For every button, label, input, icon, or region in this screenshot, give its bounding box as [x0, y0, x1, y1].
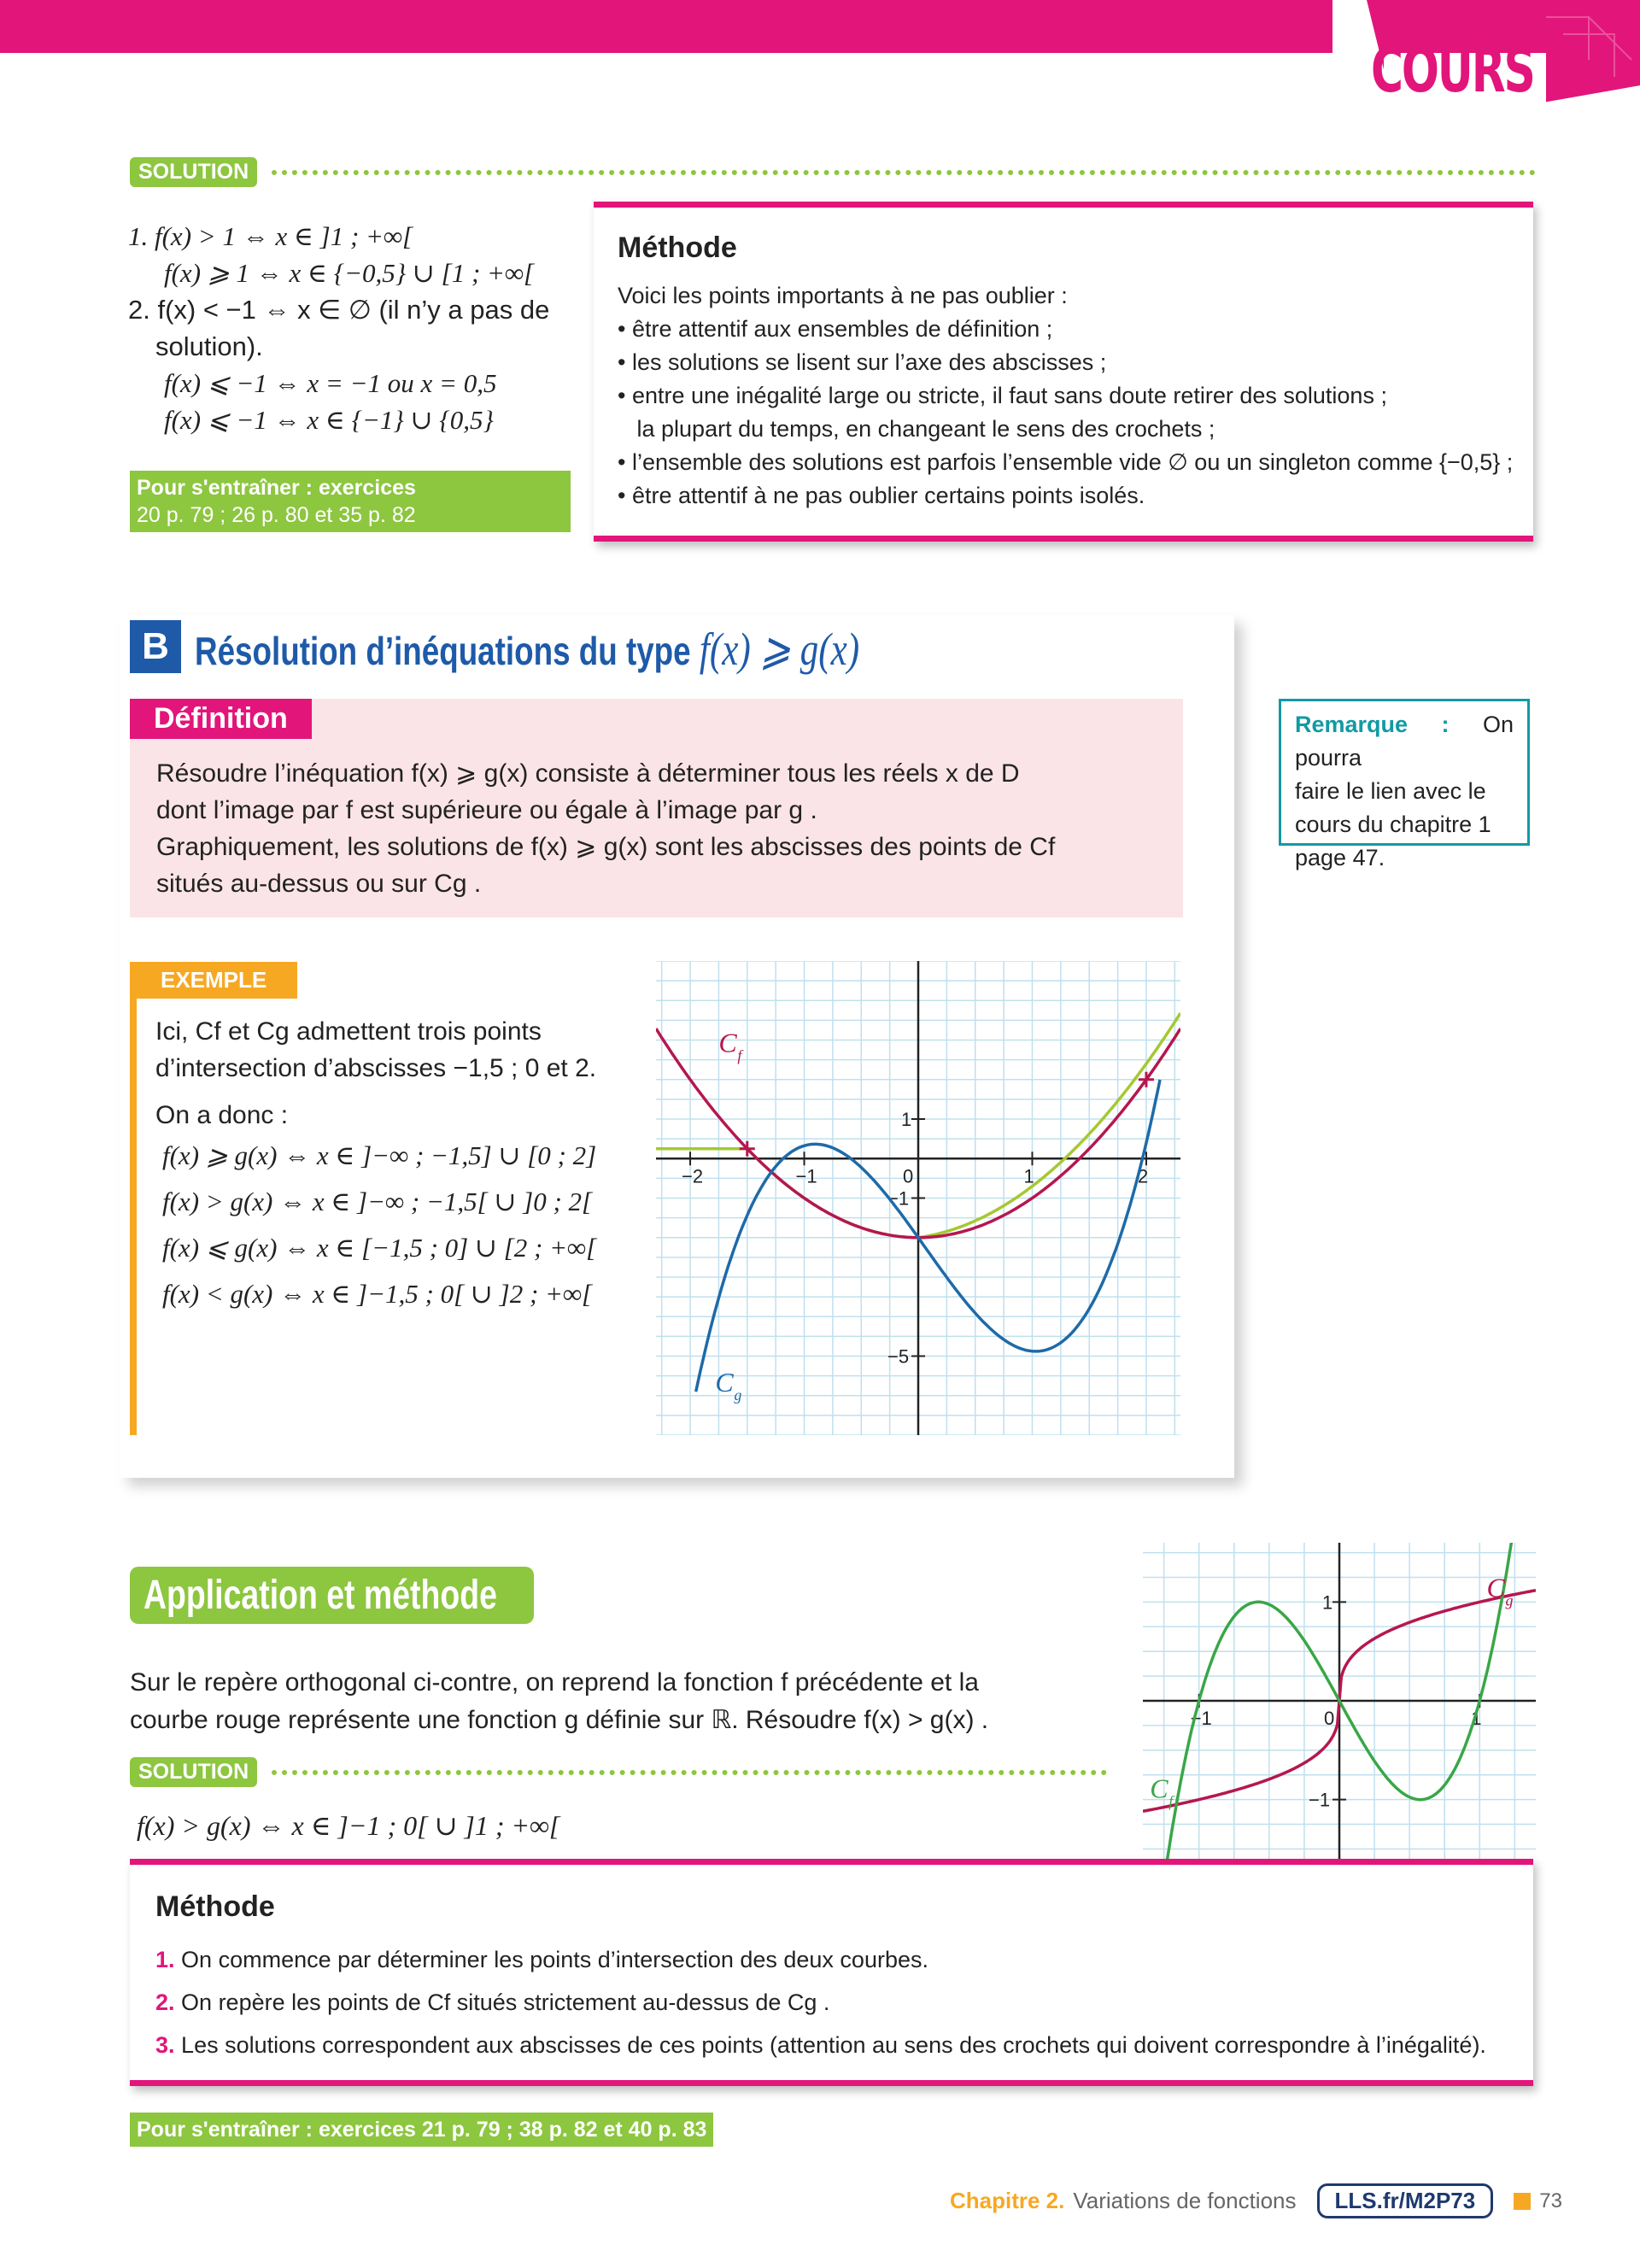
example-math-line: f(x) < g(x) ⇔ x ∈ ]−1,5 ; 0[ ∪ ]2 ; +∞[: [162, 1279, 593, 1309]
y-tick-label: −1: [1309, 1789, 1331, 1811]
method-step-text: On commence par déterminer les points d’intersection des deux courbes.: [181, 1947, 928, 1972]
y-tick-label: 1: [901, 1109, 912, 1130]
method-line: • entre une inégalité large ou stricte, il faut sans doute retirer des solutions ;: [618, 383, 1387, 408]
x-tick-label: −1: [1190, 1708, 1212, 1729]
footer: [950, 2183, 1562, 2218]
x-tick-label: 2: [1137, 1165, 1149, 1187]
x-tick-label: 1: [1023, 1165, 1034, 1187]
x-tick-label: 0: [1324, 1708, 1335, 1729]
method-box-bottom: [130, 1859, 1533, 2086]
remark-box: [1279, 699, 1530, 870]
example-line: Ici, Cf et Cg admettent trois points: [155, 1017, 542, 1046]
y-tick-label: −5: [887, 1345, 910, 1368]
section-b-title: [195, 622, 859, 676]
practice-line-2: 20 p. 79 ; 26 p. 80 et 35 p. 82: [137, 503, 416, 527]
remark-line: faire le lien avec le: [1295, 778, 1486, 804]
definition-line: dont l’image par f est supérieure ou égale à l’image par g .: [156, 796, 817, 824]
remark-line: cours du chapitre 1: [1295, 812, 1491, 837]
remark-line: On pourra: [1295, 712, 1514, 771]
footer-chapter-label: Chapitre 2.: [950, 2188, 1065, 2213]
curve-label: C: [1150, 1773, 1168, 1804]
solution-dotted-rule: [272, 170, 1536, 175]
method-step-number: 2.: [155, 1990, 175, 2015]
curve-label-subscript: g: [734, 1386, 742, 1404]
method-step-number: 1.: [155, 1947, 175, 1972]
method-step-text: Les solutions correspondent aux abscisses de ces points (attention au sens des crochets qui doivent correspondre à l’inégalité).: [181, 2032, 1486, 2058]
section-b-title-text: Résolution d’inéquations du type: [195, 629, 691, 673]
practice-line-1: Pour s'entraîner : exercices: [137, 476, 416, 500]
solution-line-4: solution).: [155, 331, 263, 361]
example-math-line: f(x) ⩽ g(x) ⇔ x ∈ [−1,5 ; 0] ∪ [2 ; +∞[: [162, 1233, 597, 1263]
method-step: [155, 2024, 1522, 2066]
remark-line: page 47.: [1295, 845, 1385, 870]
solution-line-3: 2. f(x) < −1 ⇔ x ∈ ∅ (il n’y a pas de: [128, 295, 550, 325]
footer-link[interactable]: LLS.fr/M2P73: [1317, 2183, 1494, 2218]
practice-box-top: [130, 471, 571, 532]
example-line: d’intersection d’abscisses −1,5 ; 0 et 2.: [155, 1054, 597, 1082]
method-step: [155, 1938, 1522, 1981]
application-tag: [130, 1567, 534, 1624]
curve-label: C: [1486, 1572, 1505, 1603]
y-tick-label: −1: [887, 1187, 910, 1210]
method-box-top: [594, 202, 1533, 542]
definition-line: Graphiquement, les solutions de f(x) ⩾ g(x) sont les abscisses des points de Cf: [156, 833, 1056, 861]
solution-line-1: 1. f(x) > 1 ⇔ x ∈ ]1 ; +∞[: [128, 221, 413, 251]
method-step-text: On repère les points de Cf situés strictement au-dessus de Cg .: [181, 1990, 830, 2015]
application-dotted-rule: [272, 1770, 1107, 1775]
curve-label-subscript: g: [1505, 1591, 1514, 1609]
method-line: • être attentif à ne pas oublier certains points isolés.: [618, 483, 1145, 508]
example-line: On a donc :: [155, 1101, 289, 1129]
solution-line-6: f(x) ⩽ −1 ⇔ x ∈ {−1} ∪ {0,5}: [164, 405, 494, 435]
curve-label: C: [718, 1027, 737, 1058]
curve-label-subscript: f: [737, 1046, 742, 1064]
method-step: [155, 1981, 1522, 2024]
application-graph: [1143, 1543, 1536, 1859]
curve-label: C: [715, 1367, 734, 1398]
example-tag: EXEMPLE: [130, 962, 297, 999]
y-tick-label: 1: [1322, 1591, 1333, 1614]
method-list: [618, 279, 1523, 513]
section-b-title-math: f(x) ⩾ g(x): [699, 624, 860, 675]
remark-label: Remarque :: [1295, 712, 1450, 737]
method-line: • l’ensemble des solutions est parfois l’ensemble vide ∅ ou un singleton comme {−0,5} ;: [618, 449, 1514, 475]
section-label: COURS: [1371, 34, 1534, 106]
solution-tag: SOLUTION: [130, 157, 257, 187]
x-tick-label: −2: [682, 1165, 704, 1187]
example-text: [155, 1013, 651, 1134]
example-math-line: f(x) > g(x) ⇔ x ∈ ]−∞ ; −1,5[ ∪ ]0 ; 2[: [162, 1187, 593, 1216]
definition-line: situés au-dessus ou sur Cg .: [156, 870, 482, 898]
example-bar: [130, 962, 137, 1435]
application-line: Sur le repère orthogonal ci-contre, on reprend la fonction f précédente et la: [130, 1668, 979, 1697]
application-solution-tag: SOLUTION: [130, 1757, 257, 1787]
method-title: Méthode: [155, 1890, 275, 1923]
method-line: • les solutions se lisent sur l’axe des abscisses ;: [618, 349, 1107, 375]
page-number: 73: [1539, 2189, 1562, 2212]
solution-line-5: f(x) ⩽ −1 ⇔ x = −1 ou x = 0,5: [164, 368, 497, 398]
x-tick-label: 0: [903, 1165, 914, 1187]
footer-chapter-title: Variations de fonctions: [1073, 2188, 1297, 2213]
example-math: [162, 1140, 658, 1325]
application-solution: f(x) > g(x) ⇔ x ∈ ]−1 ; 0[ ∪ ]1 ; +∞[: [137, 1810, 560, 1841]
method-steps: [155, 1938, 1522, 2066]
curve-label-subscript: f: [1168, 1792, 1174, 1810]
application-line: courbe rouge représente une fonction g définie sur ℝ. Résoudre f(x) > g(x) .: [130, 1706, 989, 1734]
top-banner: [0, 0, 1358, 53]
method-line: • être attentif aux ensembles de définition ;: [618, 316, 1053, 342]
method-title: Méthode: [618, 231, 737, 264]
method-line: la plupart du temps, en changeant le sens des crochets ;: [618, 416, 1215, 442]
solution-line-2: f(x) ⩾ 1 ⇔ x ∈ {−0,5} ∪ [1 ; +∞[: [164, 258, 535, 288]
section-letter: B: [130, 620, 181, 673]
footer-square-icon: [1514, 2193, 1531, 2210]
example-graph: [656, 961, 1180, 1435]
definition-line: Résoudre l’inéquation f(x) ⩾ g(x) consiste à déterminer tous les réels x de D: [156, 759, 1020, 788]
definition-text: [156, 755, 1173, 902]
definition-tag: Définition: [130, 699, 312, 739]
practice-box-bottom: Pour s'entraîner : exercices 21 p. 79 ; 38 p. 82 et 40 p. 83: [130, 2113, 713, 2147]
method-step-number: 3.: [155, 2032, 175, 2058]
method-line: Voici les points importants à ne pas oublier :: [618, 283, 1068, 308]
example-math-line: f(x) ⩾ g(x) ⇔ x ∈ ]−∞ ; −1,5] ∪ [0 ; 2]: [162, 1140, 597, 1170]
application-tag-text: Application et méthode: [144, 1573, 497, 1618]
solution-top-text: [128, 218, 589, 438]
x-tick-label: 1: [1471, 1708, 1482, 1729]
application-text: [130, 1664, 1104, 1739]
x-tick-label: −1: [795, 1165, 817, 1187]
